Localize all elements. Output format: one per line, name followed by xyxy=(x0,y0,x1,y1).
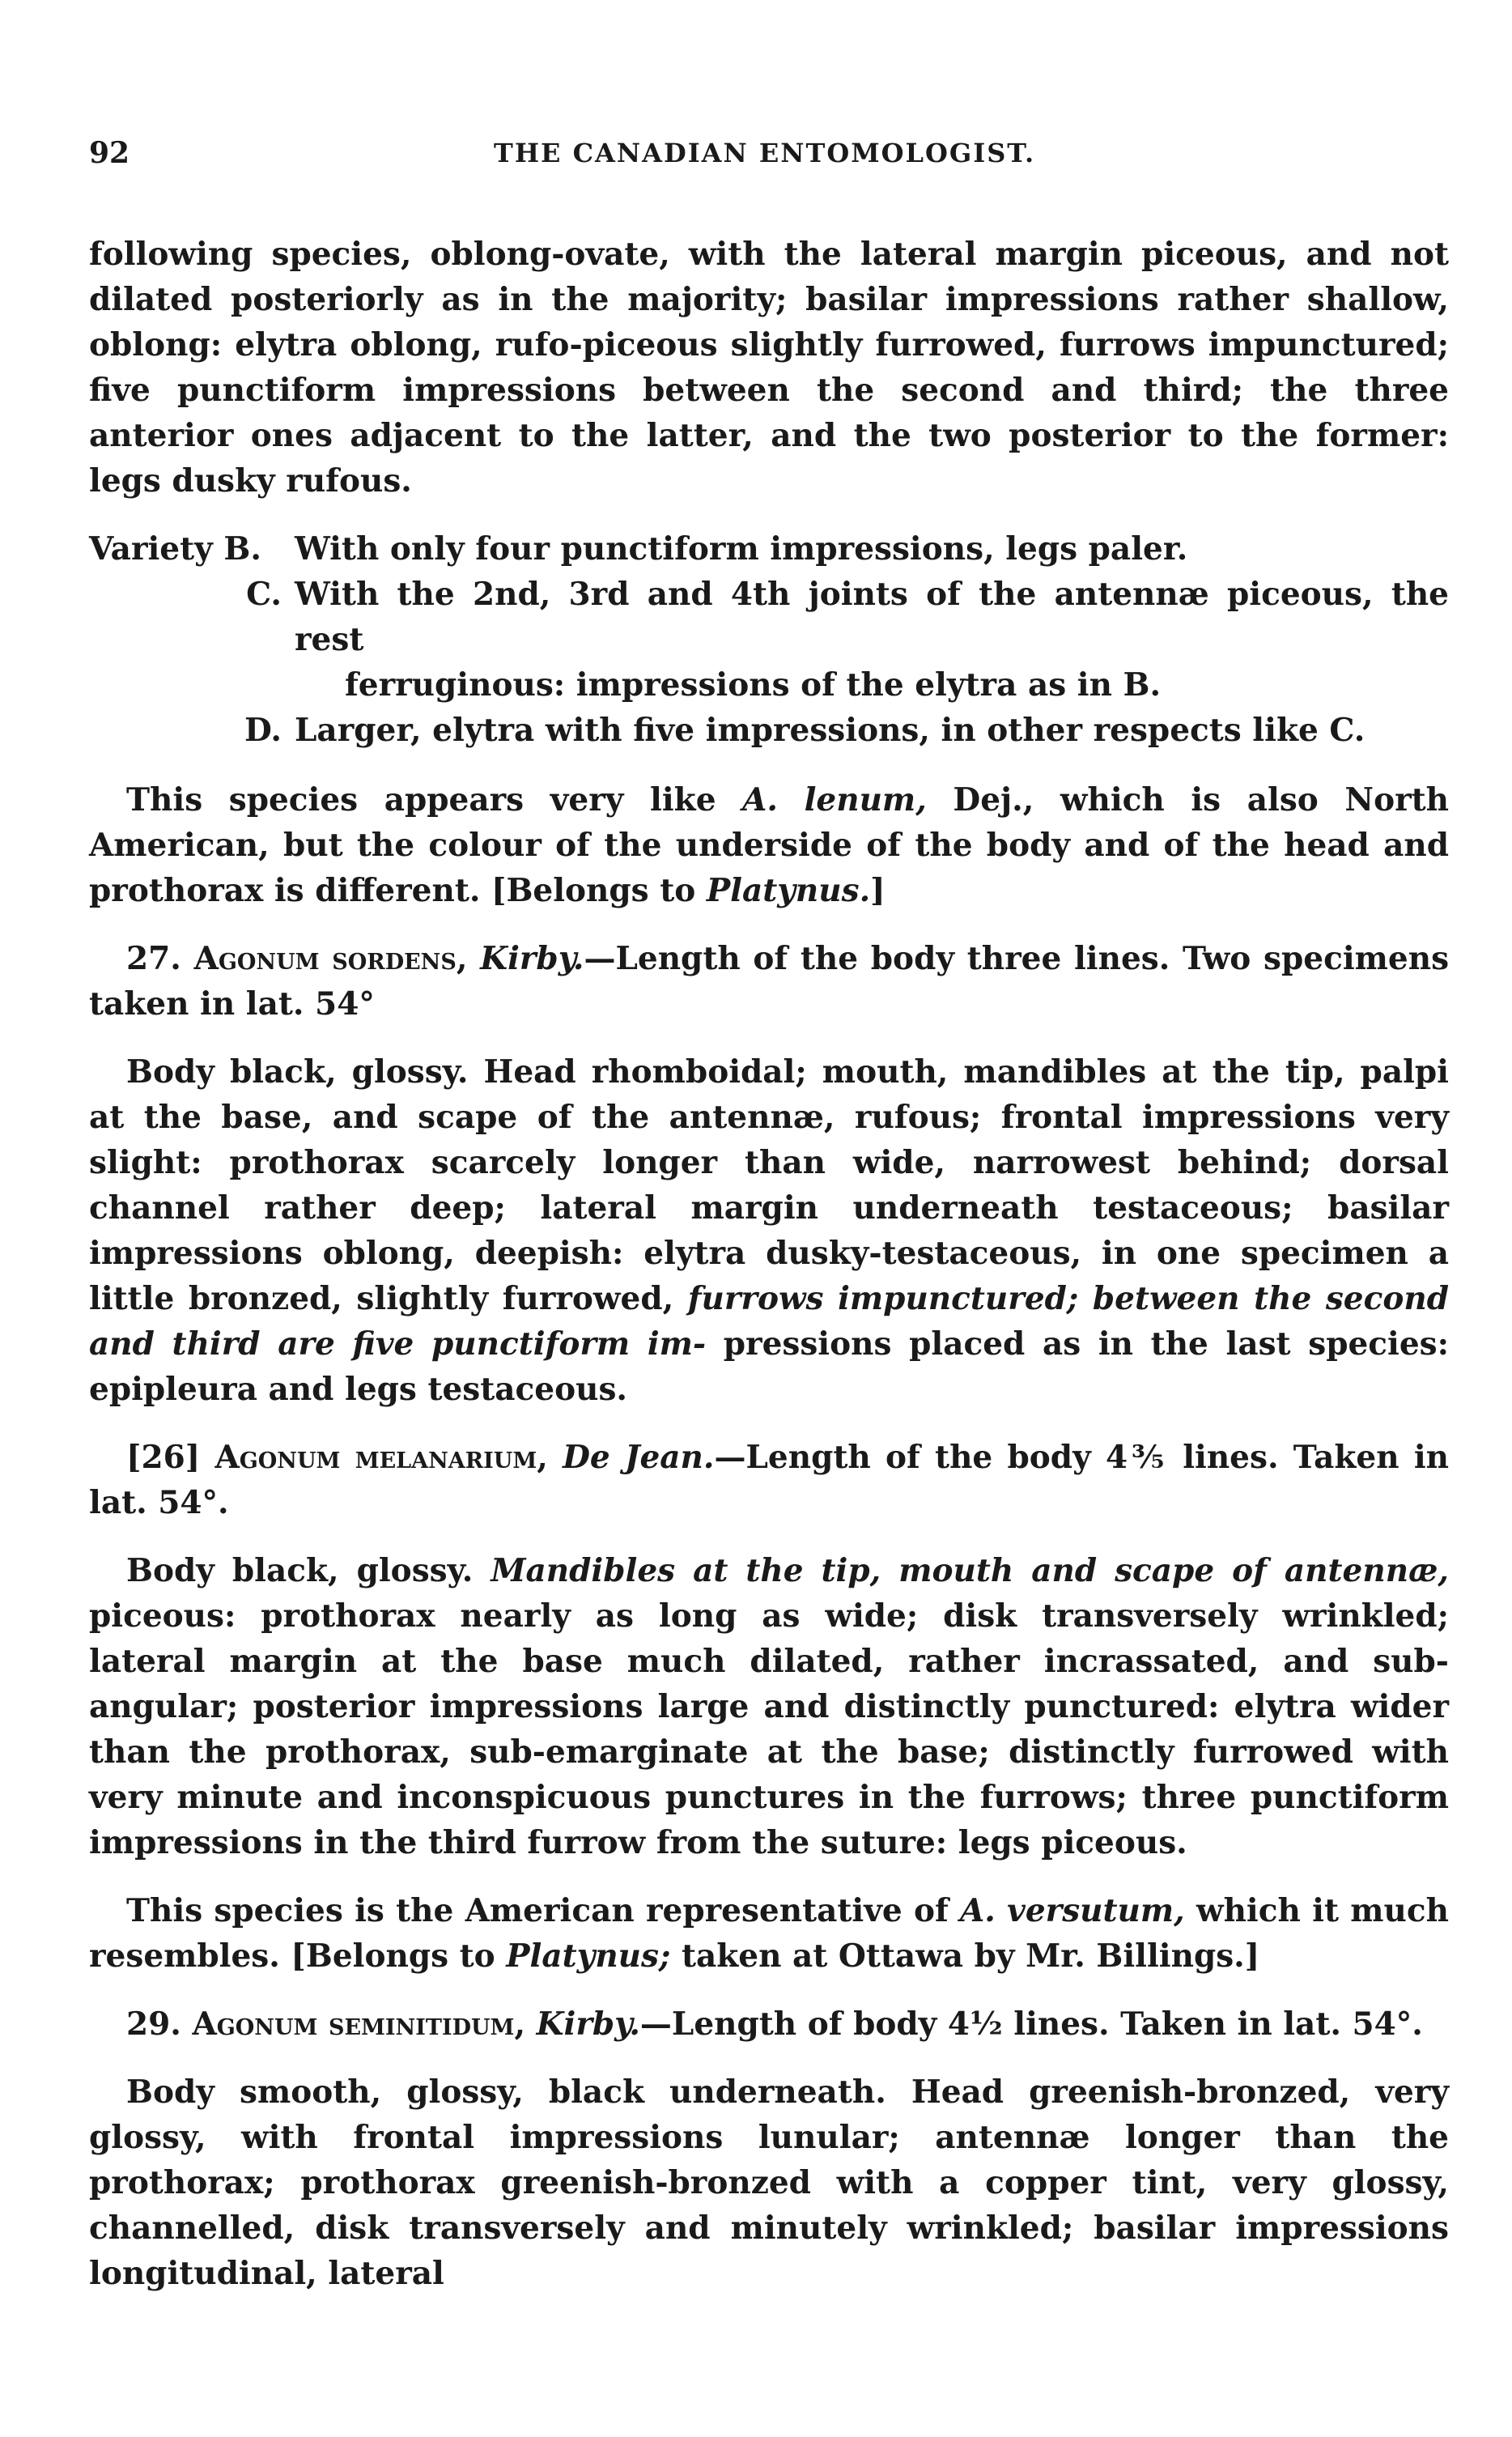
text-segment: which it much resembles. [Belongs to xyxy=(89,1892,1449,1975)
variety-c-text-line2: ferruginous: impressions of the elytra as in B. xyxy=(345,666,1162,704)
text-segment: Body black, glossy. xyxy=(126,1552,491,1589)
species-number: 29. xyxy=(126,2005,181,2043)
variety-d-text: Larger, elytra with five impressions, in other respects like C. xyxy=(295,712,1365,749)
species-name: A. versutum, xyxy=(960,1892,1185,1929)
variety-b-label: Variety B. xyxy=(89,530,261,568)
paragraph-species-continuation: following species, oblong-ovate, with the lateral margin piceous, and not dilated posteriorly as in the majority; basilar impressions rather shallow, oblong: elytra oblong, rufo-piceous slightly furrowed, furrows impunctured; five punctiform impressions between the second and third; the three anterior ones adjacent to the latter, and the two posterior to the former: legs dusky rufous. xyxy=(89,236,1449,500)
page xyxy=(89,136,1449,2319)
text-segment: Body black, glossy. Head rhomboidal; mouth, mandibles at the tip, palpi at the base, and scape of the antennæ, rufous; frontal impressions very slight: prothorax scarcely longer than wide, narrowest behind; dorsal channel rather deep; lateral margin underneath testaceous; basilar impressions oblong, deepish: elytra dusky-testaceous, in one specimen a little bronzed, slightly furrowed, xyxy=(89,1053,1449,1317)
species-length: —Length of the body three lines. Two specimens taken in lat. 54° xyxy=(89,940,1450,1023)
genus-name: Platynus; xyxy=(506,1937,671,1975)
variety-b-text: With only four punctiform impressions, legs paler. xyxy=(295,530,1188,568)
species-author: De Jean. xyxy=(563,1439,715,1476)
text-segment: taken at Ottawa by Mr. Billings.] xyxy=(670,1937,1260,1975)
text-segment: piceous: prothorax nearly as long as wide; disk transversely wrinkled; lateral margin at the base much dilated, rather incrassated, and sub-angular; posterior impressions large and distinctly punctured: elytra wider than the prothorax, sub-emarginate at the base; distinctly furrowed with very minute and inconspicuous punctures in the furrows; three punctiform impressions in the third furrow from the suture: legs piceous. xyxy=(89,1597,1449,1861)
species-name: A. lenum, xyxy=(742,781,927,819)
text-segment-italic: furrows impunctured; between the second and third are five punctiform im- xyxy=(89,1280,1449,1363)
paragraph-description-29: Body smooth, glossy, black underneath. Head greenish-bronzed, very glossy, with frontal impressions lunular; antennæ longer than the prothorax; prothorax greenish-bronzed with a copper tint, very glossy, channelled, disk transversely and minutely wrinkled; basilar impressions longitudinal, lateral xyxy=(89,2073,1449,2292)
variety-c-text-line1: With the 2nd, 3rd and 4th joints of the antennæ piceous, the rest xyxy=(295,576,1449,658)
species-author: Kirby. xyxy=(536,2005,640,2043)
text-segment: ] xyxy=(870,872,886,909)
species-author: Kirby. xyxy=(480,940,584,977)
text-segment-italic: Mandibles at the tip, mouth and scape of antennæ, xyxy=(491,1552,1449,1589)
paragraph-description-26 xyxy=(89,1548,1449,1865)
species-heading-29 xyxy=(89,2001,1449,2047)
species-length: —Length of the body 4⅗ lines. Taken in lat. 54°. xyxy=(89,1439,1450,1521)
species-title: Agonum melanarium, xyxy=(214,1439,548,1476)
species-number: 27. xyxy=(126,940,181,977)
page-number: 92 xyxy=(89,136,130,170)
paragraph-representative xyxy=(89,1888,1449,1979)
species-length: —Length of body 4½ lines. Taken in lat. 54°. xyxy=(639,2005,1423,2043)
variety-d-label: D. xyxy=(244,712,282,749)
genus-name: Platynus. xyxy=(706,872,871,909)
paragraph-comparison xyxy=(89,777,1449,913)
text-segment: This species is the American representative of xyxy=(126,1892,961,1929)
variety-list xyxy=(89,526,1449,753)
species-title: Agonum sordens, xyxy=(193,940,468,977)
species-title: Agonum seminitidum, xyxy=(192,2005,526,2043)
text-segment: Dej., which is also North American, but the colour of the underside of the body and of the head and prothorax is different. [Belongs to xyxy=(89,781,1449,909)
text-segment: This species appears very like xyxy=(126,781,743,819)
variety-c xyxy=(89,572,1449,662)
species-heading-27 xyxy=(89,936,1449,1027)
text-segment: pressions placed as in the last species: epipleura and legs testaceous. xyxy=(89,1325,1450,1408)
paragraph-description-27 xyxy=(89,1049,1449,1412)
variety-b xyxy=(89,526,1449,572)
running-title: THE CANADIAN ENTOMOLOGIST. xyxy=(494,138,1036,168)
variety-d xyxy=(89,708,1449,753)
variety-c-label: C. xyxy=(246,576,282,613)
species-number: [26] xyxy=(126,1439,201,1476)
species-heading-26 xyxy=(89,1435,1449,1525)
page-header xyxy=(89,136,1449,185)
